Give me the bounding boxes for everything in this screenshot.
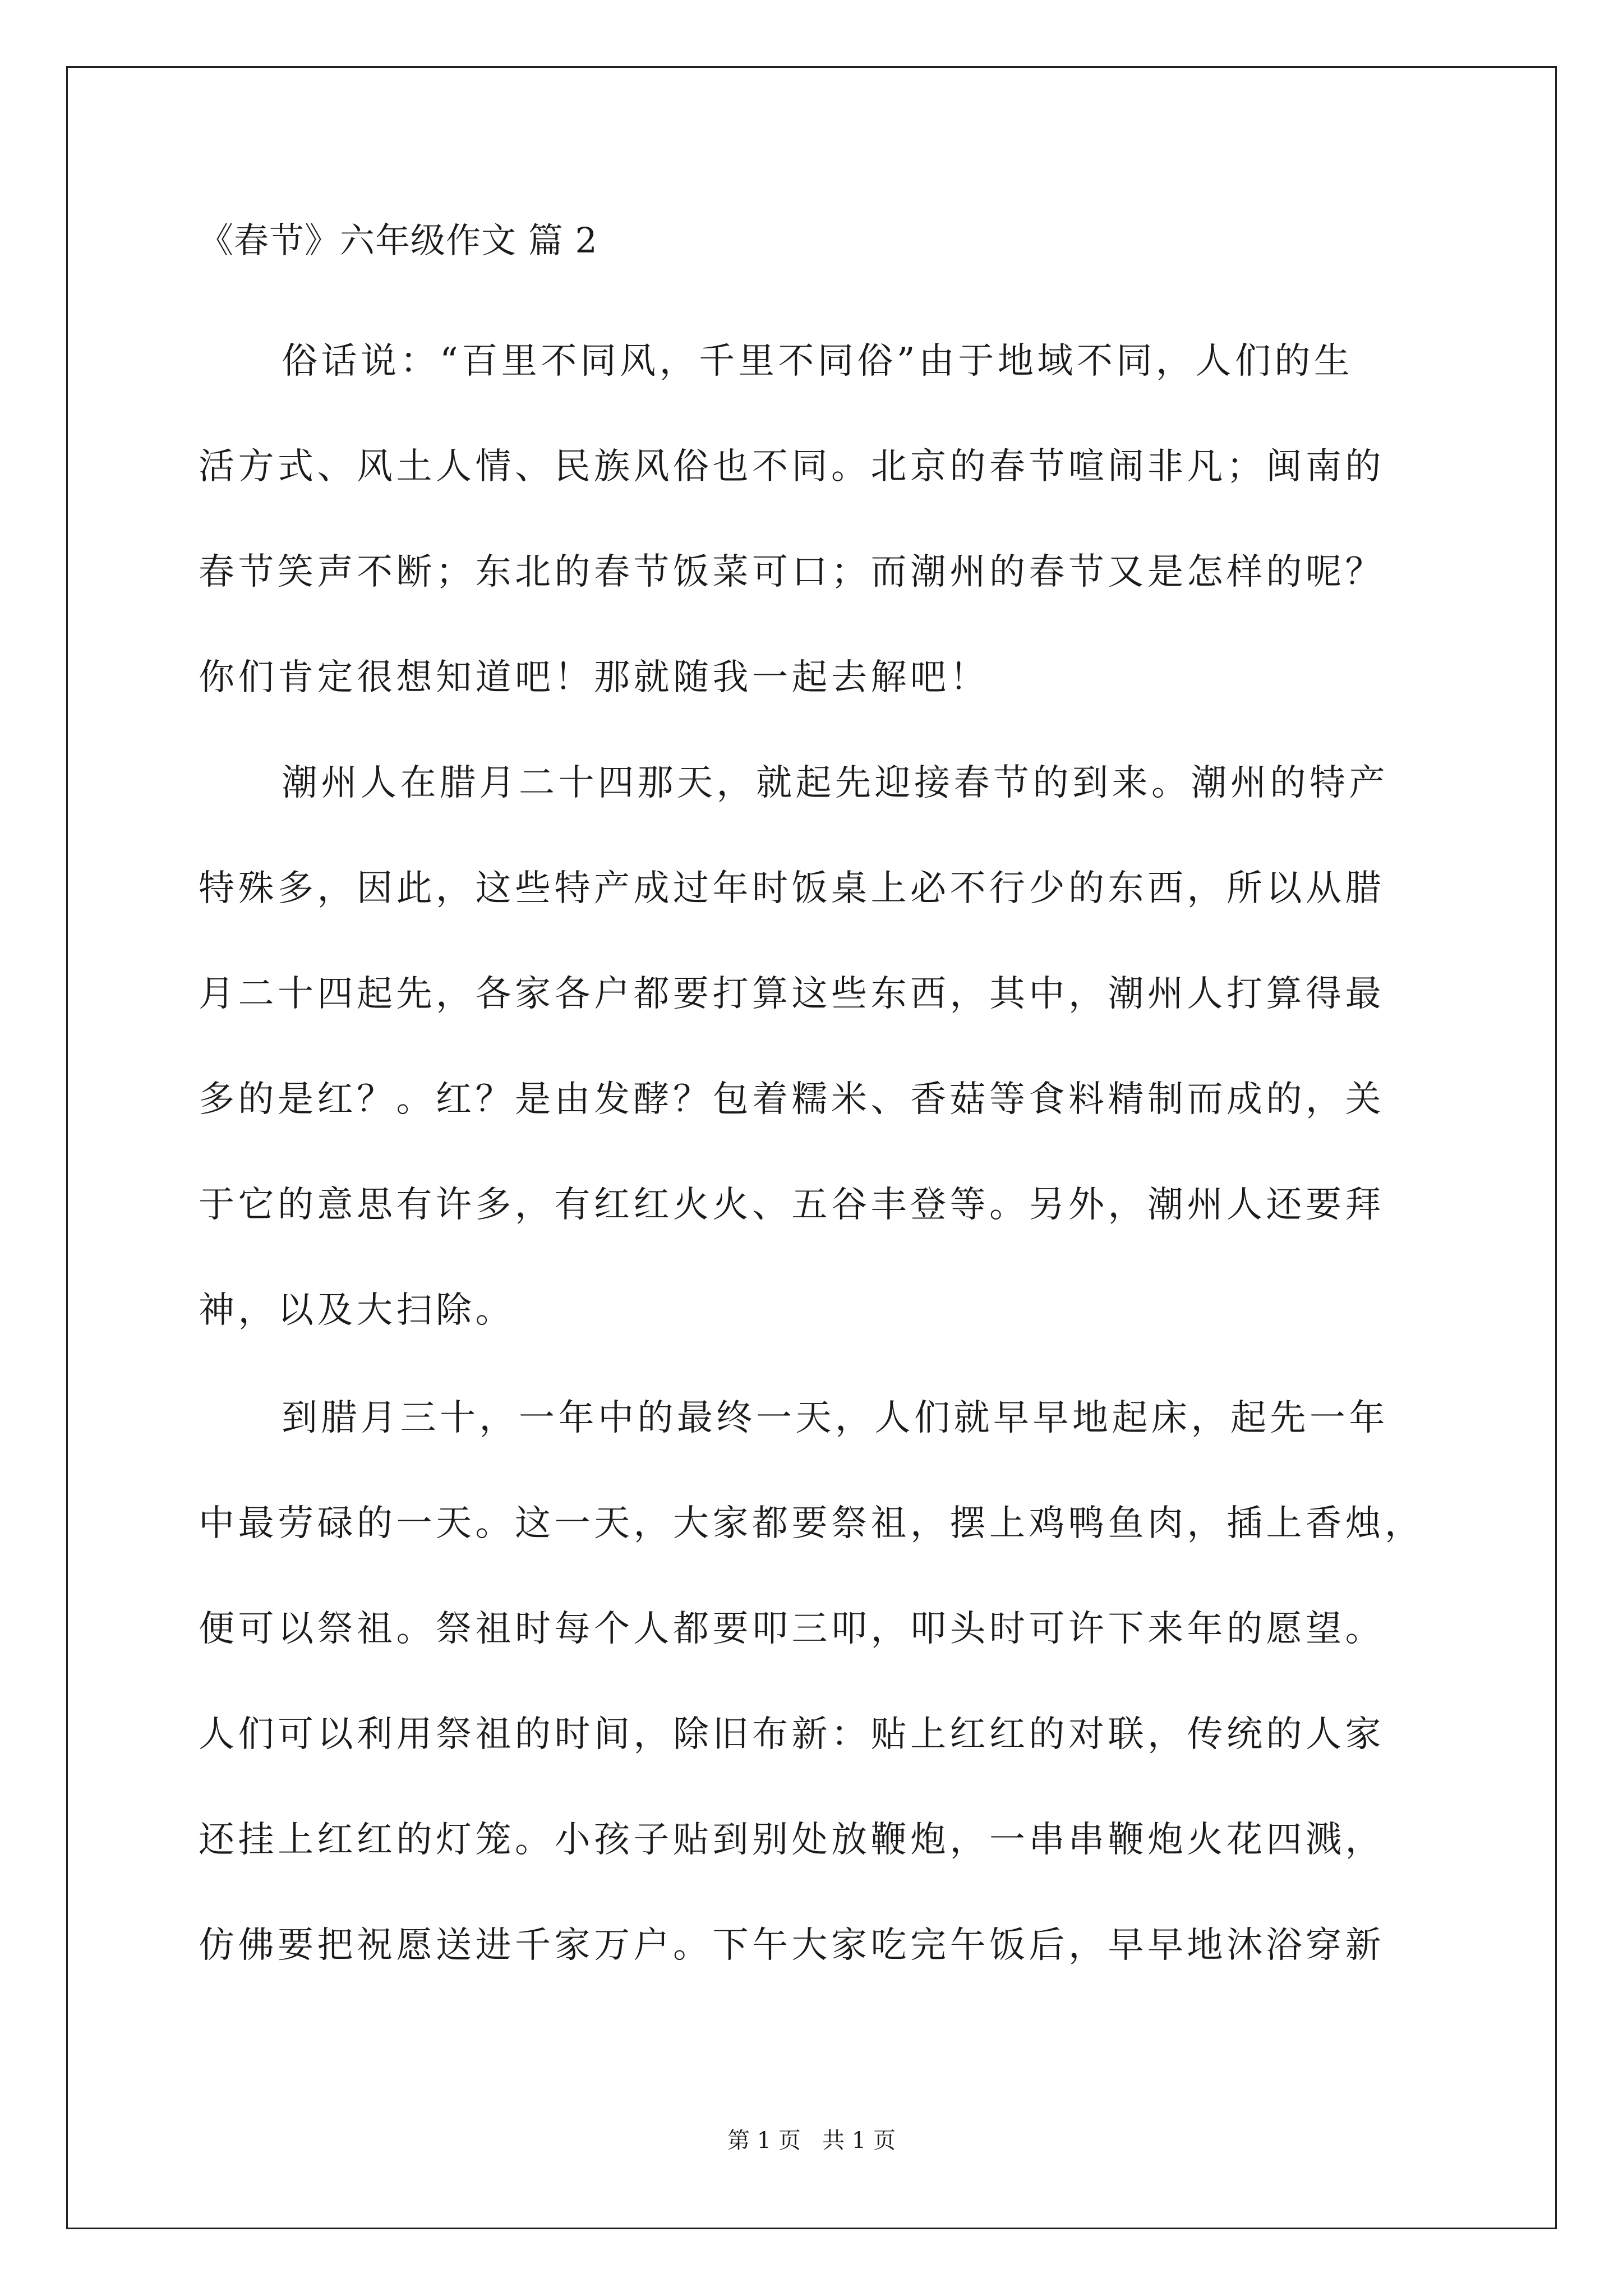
paragraph-3-line-2: 中最劳碌的一天。这一天，大家都要祭祖，摆上鸡鸭鱼肉，插上香烛， bbox=[199, 1503, 1424, 1544]
paragraph-3-line-3: 便可以祭祖。祭祖时每个人都要叩三叩，叩头时可许下来年的愿望。 bbox=[199, 1608, 1385, 1650]
paragraph-3-line-4: 人们可以利用祭祖的时间，除旧布新：贴上红红的对联，传统的人家 bbox=[199, 1714, 1385, 1755]
paragraph-3-line-6: 仿佛要把祝愿送进千家万户。下午大家吃完午饭后，早早地沐浴穿新 bbox=[199, 1925, 1385, 1966]
paragraph-2-line-4: 多的是红？。红？是由发酵？包着糯米、香菇等食料精制而成的，关 bbox=[199, 1079, 1385, 1120]
paragraph-3-line-5: 还挂上红红的灯笼。小孩子贴到别处放鞭炮，一串串鞭炮火花四溅， bbox=[199, 1819, 1385, 1861]
page-border bbox=[66, 66, 1557, 2229]
paragraph-2-line-2: 特殊多，因此，这些特产成过年时饭桌上必不行少的东西，所以从腊 bbox=[199, 868, 1385, 909]
page-footer: 第 1 页 共 1 页 bbox=[727, 2128, 896, 2154]
document-title: 《春节》六年级作文 篇 2 bbox=[199, 220, 598, 261]
paragraph-2-line-5: 于它的意思有许多，有红红火火、五谷丰登等。另外，潮州人还要拜 bbox=[199, 1184, 1385, 1226]
paragraph-2-line-6: 神，以及大扫除。 bbox=[199, 1290, 515, 1331]
paragraph-1-line-2: 活方式、风土人情、民族风俗也不同。北京的春节喧闹非凡；闽南的 bbox=[199, 446, 1385, 487]
paragraph-2-line-3: 月二十四起先，各家各户都要打算这些东西，其中，潮州人打算得最 bbox=[199, 973, 1385, 1015]
paragraph-1-line-3: 春节笑声不断；东北的春节饭菜可口；而潮州的春节又是怎样的呢？ bbox=[199, 551, 1385, 593]
paragraph-3-line-1: 到腊月三十，一年中的最终一天，人们就早早地起床，起先一年 bbox=[282, 1397, 1389, 1439]
paragraph-1-line-4: 你们肯定很想知道吧！那就随我一起去解吧！ bbox=[199, 657, 989, 698]
paragraph-1-line-1: 俗话说：“百里不同风，千里不同俗”由于地域不同，人们的生 bbox=[282, 341, 1354, 382]
paragraph-2-line-1: 潮州人在腊月二十四那天，就起先迎接春节的到来。潮州的特产 bbox=[282, 762, 1389, 804]
